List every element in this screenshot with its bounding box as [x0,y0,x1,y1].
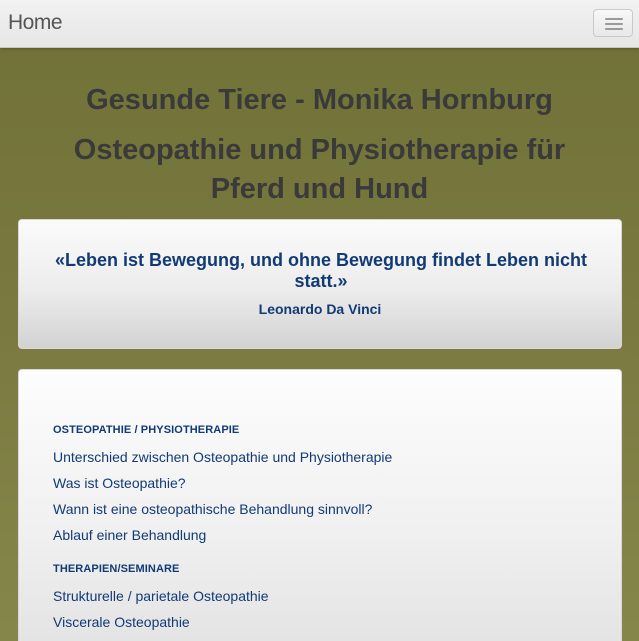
quote-author: Leonardo Da Vinci [258,301,382,317]
hamburger-icon-bar [605,28,623,30]
page-subtitle: Osteopathie und Physiotherapie für Pferd und Hund [73,134,566,205]
menu-toggle-button[interactable] [593,9,633,37]
link-viscerale-osteopathie[interactable]: Viscerale Osteopathie [53,614,190,630]
quote-text: «Leben ist Bewegung, und ohne Bewegung findet Leben nicht statt.» [54,250,587,291]
link-ablauf[interactable]: Ablauf einer Behandlung [53,527,207,543]
link-unterschied[interactable]: Unterschied zwischen Osteopathie und Physiotherapie [53,449,393,465]
section-heading-therapien: THERAPIEN/SEMINARE [53,563,180,575]
section-heading-osteopathie: OSTEOPATHIE / PHYSIOTHERAPIE [53,424,240,436]
link-was-ist-osteopathie[interactable]: Was ist Osteopathie? [53,475,186,491]
link-strukturelle-osteopathie[interactable]: Strukturelle / parietale Osteopathie [53,588,269,604]
page-title: Gesunde Tiere - Monika Hornburg [86,84,553,116]
hamburger-icon-bar [605,23,623,25]
navigation-panel [18,369,622,641]
top-navbar [0,0,639,48]
home-link[interactable]: Home [8,11,63,34]
quote-panel [18,219,622,349]
hamburger-icon [605,18,623,20]
link-wann-sinnvoll[interactable]: Wann ist eine osteopathische Behandlung sinnvoll? [53,501,373,517]
